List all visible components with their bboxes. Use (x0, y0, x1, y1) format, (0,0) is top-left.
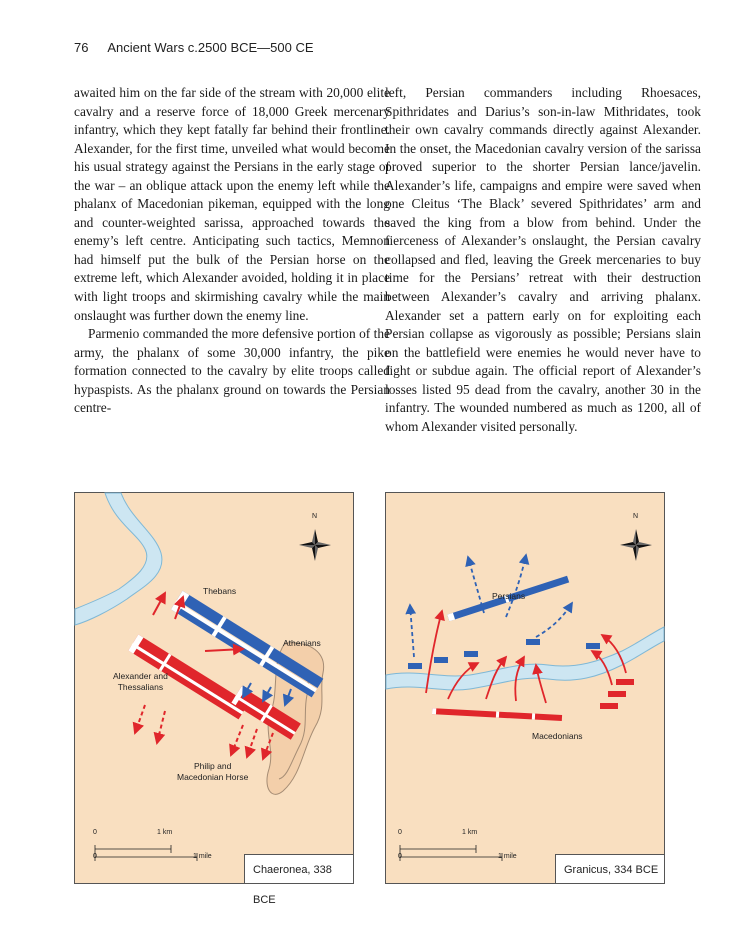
label-philip: Philip and Macedonian Horse (177, 761, 249, 782)
label-thebans: Thebans (203, 586, 237, 596)
north-label: N (312, 513, 318, 520)
north-label: N (633, 513, 639, 520)
map-chaeronea (74, 492, 354, 906)
compass-rose-icon (620, 529, 652, 561)
label-persians: Persians (492, 591, 526, 601)
running-header (74, 40, 314, 55)
paragraph: awaited him on the far side of the stream with 20,000 elite cavalry and a reserve force of 18,000 Greek mercenary infantry, which they kept fatally far behind their frontline. Alexander, for the first time, unveiled what would become his usual strategy against the Persians in the early stage of the war – an oblique attack upon the enemy left while the phalanx of Macedonian pikeman, equipped with the long and counter-weighted sarissa, approached towards the enemy’s left centre. Anticipating such tactics, Memnon had himself put the bulk of the Persian horse on the extreme left, which Alexander avoided, holding it in place with light troops and skirmishing cavalry while the main onslaught was further down the enemy line. (74, 85, 390, 323)
scale-labels: 0 1 km 0 1 mile (93, 829, 212, 860)
macedonian-line (432, 708, 562, 721)
compass-rose-icon (299, 529, 331, 561)
label-athenians: Athenians (283, 638, 321, 648)
text-column-left (74, 84, 390, 418)
scale-labels: 0 1 km 0 1 mile (398, 829, 517, 860)
page-number: 76 (74, 40, 89, 55)
label-macedonians: Macedonians (532, 731, 583, 741)
map-caption: Chaeronea, 338 BCE (244, 854, 354, 884)
label-alexander: Alexander and Thessalians (113, 671, 168, 692)
paragraph: left, Persian commanders including Rhoesaces, Spithridates and Darius’s son-in-law Mithridates, took their own cavalry commands directly against Alexander. In the onset, the Macedonian cavalry version of the sarissa proved superior to the shorter Persian lance/javelin. Alexander’s life, campaigns and empire were saved when one Cleitus ‘The Black’ severed Spithridates’ arm and saved the king from a blow from behind. Under the fierceness of Alexander’s onslaught, the Persian cavalry collapsed and fled, leaving the Greek mercenaries to buy time for the Persians’ retreat with their destruction between Alexander’s cavalry and arriving phalanx. Alexander set a pattern early on for exploiting each Persian collapse as vigorously as possible; Persians slain on the battlefield were enemies he would never have to fight or subdue again. The official report of Alexander’s losses listed 95 dead from the cavalry, another 30 in the infantry. The wounded numbered as much as 1200, all of whom Alexander visited personally. (385, 85, 701, 434)
map-caption: Granicus, 334 BCE (555, 854, 665, 884)
text-column-right (385, 84, 701, 436)
running-title: Ancient Wars c.2500 BCE—500 CE (107, 40, 314, 55)
river (75, 493, 162, 625)
paragraph: Parmenio commanded the more defensive portion of the army, the phalanx of some 30,000 infantry, the pike formation connected to the cavalry by elite troops called hypaspists. As the phalanx ground on towards the Persian centre- (74, 326, 390, 416)
map-granicus (385, 492, 665, 884)
